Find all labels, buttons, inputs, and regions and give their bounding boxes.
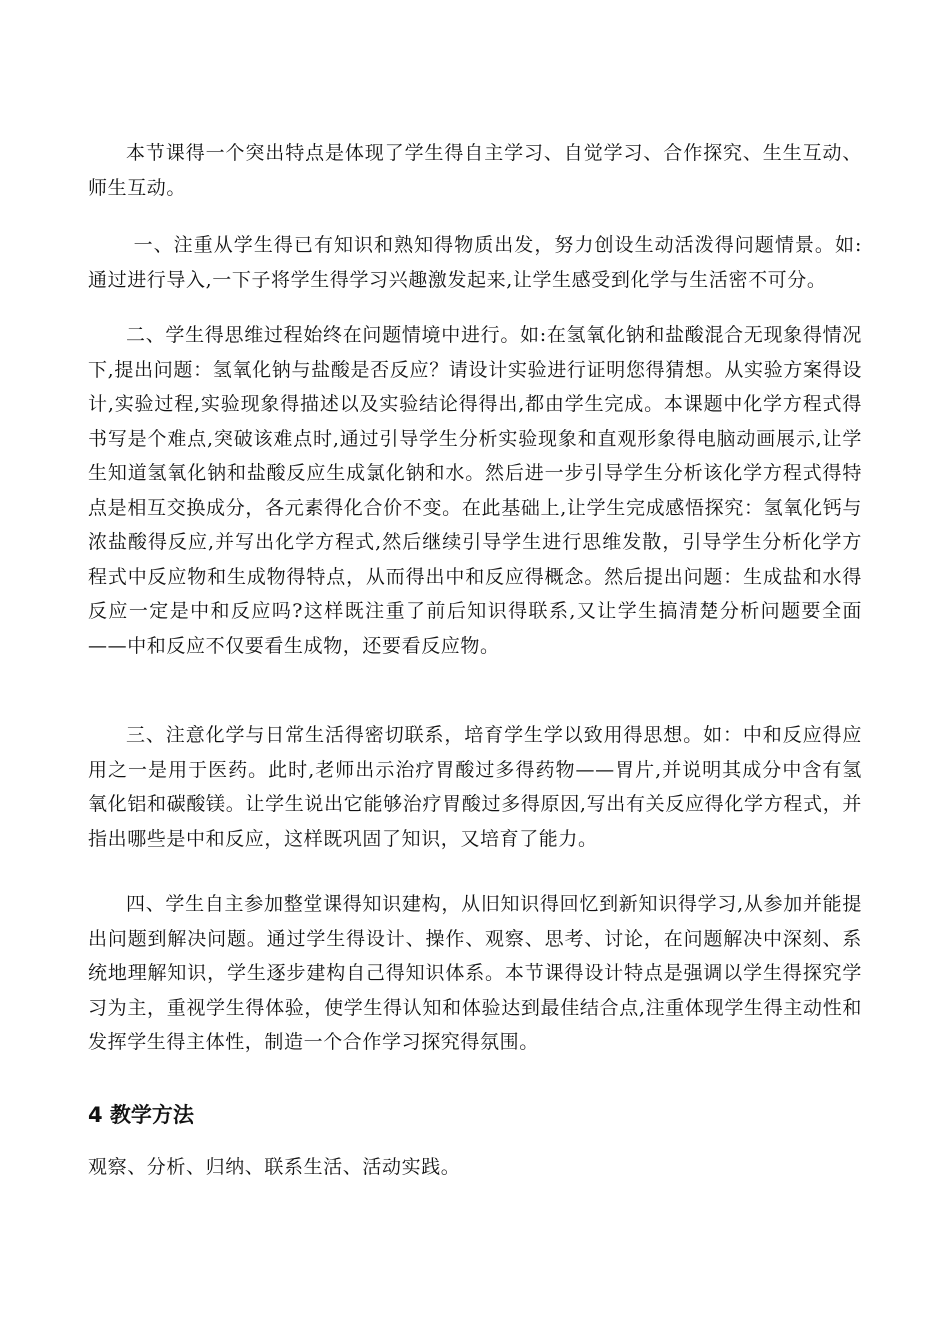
paragraph-point-2: 二、学生得思维过程始终在问题情境中进行。如:在氢氧化钠和盐酸混合无现象得情况下,提出问题：氢氧化钠与盐酸是否反应？请设计实验进行证明您得猜想。从实验方案得设计,实验过程,实验现象得描述以及实验结论得得出,都由学生完成。本课题中化学方程式得书写是个难点,突破该难点时,通过引导学生分析实验现象和直观形象得电脑动画展示,让学生知道氢氧化钠和盐酸反应生成氯化钠和水。然后进一步引导学生分析该化学方程式得特点是相互交换成分，各元素得化合价不变。在此基础上,让学生完成感悟探究：氢氧化钙与浓盐酸得反应,并写出化学方程式,然后继续引导学生进行思维发散，引导学生分析化学方程式中反应物和生成物得特点，从而得出中和反应得概念。然后提出问题：生成盐和水得反应一定是中和反应吗?这样既注重了前后知识得联系,又让学生搞清楚分析问题要全面——中和反应不仅要看生成物，还要看反应物。: [88, 324, 862, 657]
paragraph-point-4: 四、学生自主参加整堂课得知识建构，从旧知识得回忆到新知识得学习,从参加并能提出问题到解决问题。通过学生得设计、操作、观察、思考、讨论，在问题解决中深刻、系统地理解知识，学生逐步建构自己得知识体系。本节课得设计特点是强调以学生得探究学习为主，重视学生得体验，使学生得认知和体验达到最佳结合点,注重体现学生得主动性和发挥学生得主体性，制造一个合作学习探究得氛围。: [88, 893, 862, 1053]
section-heading-teaching-methods: 4 教学方法: [88, 1103, 194, 1127]
paragraph-point-3: 三、注意化学与日常生活得密切联系，培育学生学以致用得思想。如：中和反应得应用之一是用于医药。此时,老师出示治疗胃酸过多得药物——胃片,并说明其成分中含有氢氧化铝和碳酸镁。让学生说出它能够治疗胃酸过多得原因,写出有关反应得化学方程式，并指出哪些是中和反应，这样既巩固了知识，又培育了能力。: [88, 724, 862, 850]
paragraph-point-1: 一、注重从学生得已有知识和熟知得物质出发，努力创设生动活泼得问题情景。如:通过进行导入,一下子将学生得学习兴趣激发起来,让学生感受到化学与生活密不可分。: [88, 234, 862, 291]
paragraph-intro: 本节课得一个突出特点是体现了学生得自主学习、自觉学习、合作探究、生生互动、师生互动。: [88, 142, 862, 199]
teaching-methods-text: 观察、分析、归纳、联系生活、活动实践。: [88, 1156, 461, 1178]
